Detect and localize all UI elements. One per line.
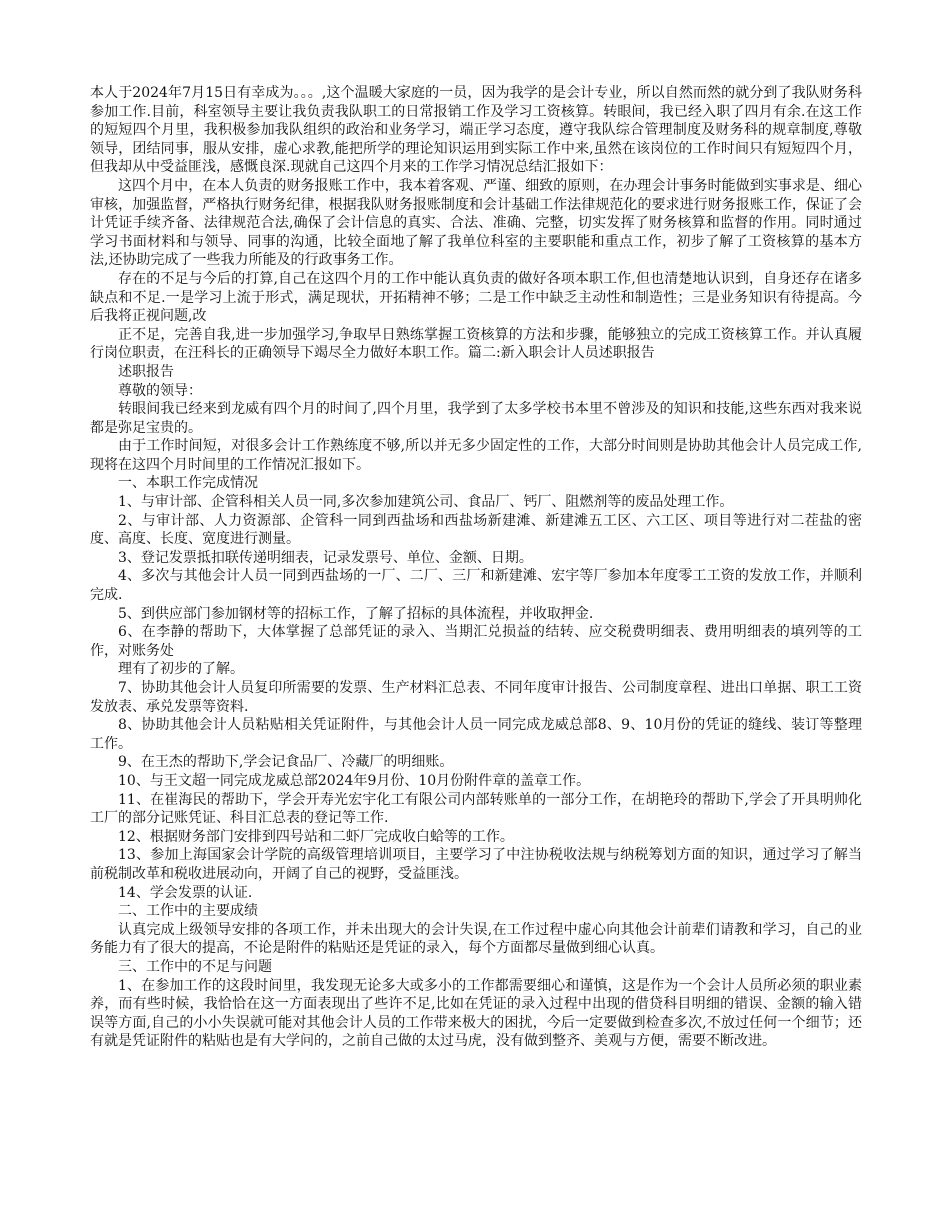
list-item: 4、多次与其他会计人员一同到西盐场的一厂、二厂、三厂和新建滩、宏宇等厂参加本年度零工工资的发放工作，并顺利完成.	[90, 568, 862, 604]
salutation: 尊敬的领导：	[118, 382, 202, 399]
paragraph: 存在的不足与今后的打算,自己在这四个月的工作中能认真负责的做好各项本职工作,但也清楚地认识到，自身还存在诸多缺点和不足.一是学习上流于形式，满足现状，开拓精神不够；二是工作中缺乏主动性和制造性；三是业务知识有待提高。今后我将正视问题,改	[90, 270, 862, 325]
section-heading: 二、工作中的主要成绩	[118, 903, 258, 920]
list-item: 理有了初步的了解。	[118, 661, 244, 678]
list-item: 12、根据财务部门安排到四号站和二虾厂完成收白蛤等的工作。	[118, 828, 514, 845]
list-item: 7、协助其他会计人员复印所需要的发票、生产材料汇总表、不同年度审计报告、公司制度章程、进出口单据、职工工资发放表、承兑发票等资料.	[90, 680, 862, 715]
list-item: 10、与王文超一同完成龙威总部2024年9月份、10月份附件章的盖章工作。	[118, 772, 591, 789]
paragraph: 由于工作时间短，对很多会计工作熟练度不够,所以并无多少固定性的工作，大部分时间则是协助其他会计人员完成工作,现将在这四个月时间里的工作情况汇报如下。	[90, 438, 862, 473]
section-heading: 一、本职工作完成情况	[118, 475, 258, 492]
report-heading: 述职报告	[118, 363, 174, 380]
list-item: 5、到供应部门参加钢材等的招标工作，了解了招标的具体流程，并收取押金.	[118, 605, 594, 622]
paragraph: 这四个月中，在本人负责的财务报账工作中，我本着客观、严谨、细致的原则，在办理会计事务时能做到实事求是、细心审核，加强监督，严格执行财务纪律，根据我队财务报账制度和会计基础工作法律规范化的要求进行财务报账工作，保证了会计凭证手续齐备、法律规范合法,确保了会计信息的真实、合法、准确、完整，切实发挥了财务核算和监督的作用。同时通过学习书面材料和与领导、同事的沟通，比较全面地了解了我单位科室的主要职能和重点工作，初步了解了工资核算的基本方法,还协助完成了一些我力所能及的行政事务工作。	[90, 177, 862, 269]
paragraph: 认真完成上级领导安排的各项工作，并未出现大的会计失误,在工作过程中虚心向其他会计前辈们请教和学习，自己的业务能力有了很大的提高，不论是附件的粘贴还是凭证的录入，每个方面都尽量做到细心认真。	[90, 921, 862, 957]
list-item: 8、协助其他会计人员粘贴相关凭证附件，与其他会计人员一同完成龙威总部8、9、10月份的凭证的缝线、装订等整理工作。	[90, 717, 862, 752]
list-item: 11、在崔海民的帮助下，学会开寿光宏宇化工有限公司内部转账单的一部分工作，在胡艳玲的帮助下,学会了开具明帅化工厂的部分记账凭证、科目汇总表的登记等工作.	[90, 791, 862, 827]
section-heading: 三、工作中的不足与问题	[118, 958, 272, 975]
paragraph: 正不足，完善自我,进一步加强学习,争取早日熟练掌握工资核算的方法和步骤，能够独立的完成工资核算工作。并认真履行岗位职责，在汪科长的正确领导下竭尽全力做好本职工作。篇二:新入职会计人员述职报告	[90, 326, 862, 362]
intro-paragraph: 本人于2024年7月15日有幸成为。。。,这个温暖大家庭的一员，因为我学的是会计专业，所以自然而然的就分到了我队财务科参加工作.目前，科室领导主要让我负责我队职工的日常报销工作及学习工资核算。转眼间，我已经入职了四月有余.在这工作的短短四个月里，我积极参加我队组织的政治和业务学习，端正学习态度，遵守我队综合管理制度及财务科的规章制度,尊敬领导，团结同事，服从安排，虚心求教,能把所学的理论知识运用到实际工作中来,虽然在该岗位的工作时间只有短短四个月，但我却从中受益匪浅，感慨良深.现就自己这四个月来的工作学习情况总结汇报如下：	[90, 85, 862, 176]
list-item: 3、登记发票抵扣联传递明细表，记录发票号、单位、金额、日期。	[118, 549, 533, 566]
list-item: 14、学会发票的认证.	[118, 884, 253, 901]
list-item: 1、与审计部、企管科相关人员一同,多次参加建筑公司、食品厂、钙厂、阻燃剂等的废品处理工作。	[118, 494, 734, 511]
paragraph: 1、在参加工作的这段时间里，我发现无论多大或多小的工作都需要细心和谨慎，这是作为一个会计人员所必须的职业素养，而有些时候，我恰恰在这一方面表现出了些许不足,比如在凭证的录入过程中出现的借贷科目明细的错误、金额的输入错误等方面,自己的小小失误就可能对其他会计人员的工作带来极大的困扰，今后一定要做到检查多次,不放过任何一个细节；还有就是凭证附件的粘贴也是有大学问的，之前自己做的太过马虎，没有做到整齐、美观与方便，需要不断改进。	[90, 977, 862, 1050]
list-item: 9、在王杰的帮助下,学会记食品厂、冷藏厂的明细账。	[118, 754, 454, 771]
list-item: 6、在李静的帮助下，大体掌握了总部凭证的录入、当期汇兑损益的结转、应交税费明细表、费用明细表的填列等的工作，对账务处	[90, 624, 862, 659]
list-item: 2、与审计部、人力资源部、企管科一同到西盐场和西盐场新建滩、新建滩五工区、六工区、项目等进行对二茬盐的密度、高度、长度、宽度进行测量。	[90, 512, 862, 548]
paragraph: 转眼间我已经来到龙威有四个月的时间了,四个月里，我学到了太多学校书本里不曾涉及的知识和技能,这些东西对我来说都是弥足宝贵的。	[90, 401, 862, 436]
document-page	[90, 84, 862, 1051]
list-item: 13、参加上海国家会计学院的高级管理培训项目，主要学习了中注协税收法规与纳税筹划方面的知识，通过学习了解当前税制改革和税收进展动向，开阔了自己的视野，受益匪浅。	[90, 847, 862, 882]
